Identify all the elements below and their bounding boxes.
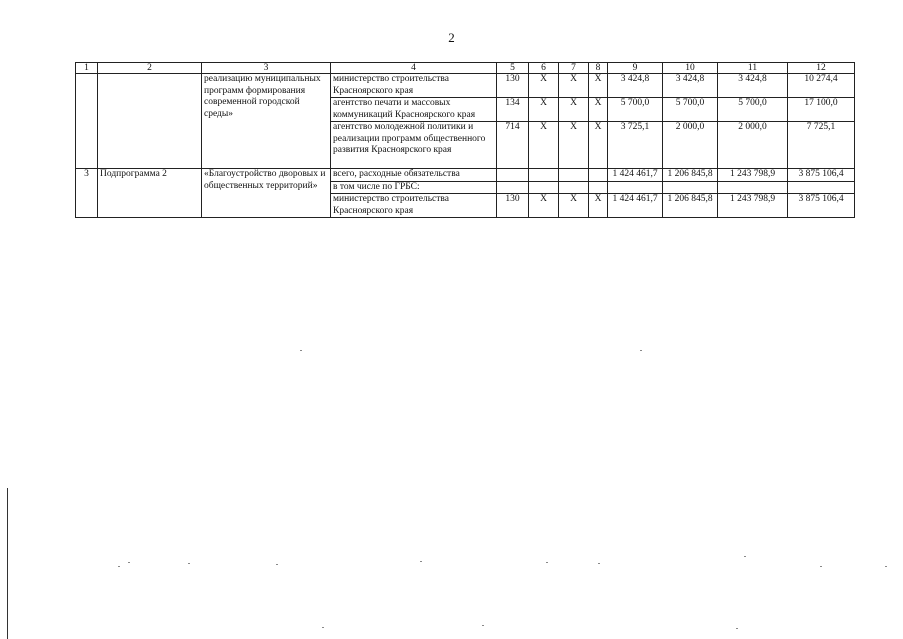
code-cell: Х: [529, 194, 559, 218]
column-header: 2: [98, 63, 202, 74]
total-cell: [788, 181, 855, 194]
grbs-name-cell: министерство строительства Красноярского края: [331, 74, 497, 98]
grbs-name-cell: всего, расходные обязательства: [331, 169, 497, 182]
code-cell: Х: [589, 74, 608, 98]
status-cell: Подпрограмма 2: [98, 169, 202, 218]
total-cell: 3 875 106,4: [788, 169, 855, 182]
column-header: 3: [202, 63, 331, 74]
amount-cell: 3 424,8: [608, 74, 663, 98]
amount-cell: 1 243 798,9: [718, 194, 788, 218]
code-cell: Х: [529, 74, 559, 98]
code-cell: Х: [559, 194, 589, 218]
grbs-code-cell: 130: [497, 194, 529, 218]
amount-cell: 3 424,8: [663, 74, 718, 98]
amount-cell: 3 725,1: [608, 122, 663, 169]
budget-table: [75, 62, 855, 218]
column-header: 9: [608, 63, 663, 74]
grbs-name-cell: министерство строительства Красноярского края: [331, 194, 497, 218]
total-cell: 3 875 106,4: [788, 194, 855, 218]
column-header: 8: [589, 63, 608, 74]
amount-cell: 5 700,0: [663, 98, 718, 122]
column-header: 7: [559, 63, 589, 74]
code-cell: Х: [559, 98, 589, 122]
code-cell: [529, 169, 559, 182]
row-number-cell: [76, 74, 98, 169]
grbs-name-cell: агентство молодежной политики и реализации программ общественного развития Красноярского края: [331, 122, 497, 169]
total-cell: 7 725,1: [788, 122, 855, 169]
program-name-cell: «Благоустройство дворовых и общественных территорий»: [202, 169, 331, 218]
grbs-code-cell: [497, 181, 529, 194]
grbs-code-cell: 130: [497, 74, 529, 98]
amount-cell: 3 424,8: [718, 74, 788, 98]
amount-cell: 1 424 461,7: [608, 194, 663, 218]
grbs-code-cell: 714: [497, 122, 529, 169]
amount-cell: [608, 181, 663, 194]
column-header: 4: [331, 63, 497, 74]
table-row: [76, 74, 855, 98]
code-cell: Х: [529, 98, 559, 122]
grbs-code-cell: 134: [497, 98, 529, 122]
grbs-name-cell: в том числе по ГРБС:: [331, 181, 497, 194]
total-cell: 17 100,0: [788, 98, 855, 122]
amount-cell: 2 000,0: [663, 122, 718, 169]
table-row: [76, 169, 855, 182]
grbs-name-cell: агентство печати и массовых коммуникаций Красноярского края: [331, 98, 497, 122]
column-header: 6: [529, 63, 559, 74]
total-cell: 10 274,4: [788, 74, 855, 98]
amount-cell: 1 206 845,8: [663, 169, 718, 182]
amount-cell: [663, 181, 718, 194]
code-cell: [559, 181, 589, 194]
column-header: 10: [663, 63, 718, 74]
status-cell: [98, 74, 202, 169]
code-cell: [589, 181, 608, 194]
amount-cell: 1 424 461,7: [608, 169, 663, 182]
code-cell: Х: [559, 122, 589, 169]
amount-cell: 1 206 845,8: [663, 194, 718, 218]
grbs-code-cell: [497, 169, 529, 182]
column-header: 11: [718, 63, 788, 74]
amount-cell: 1 243 798,9: [718, 169, 788, 182]
code-cell: [559, 169, 589, 182]
amount-cell: 5 700,0: [718, 98, 788, 122]
code-cell: Х: [589, 122, 608, 169]
column-header: 1: [76, 63, 98, 74]
code-cell: [529, 181, 559, 194]
row-number-cell: 3: [76, 169, 98, 218]
column-header: 12: [788, 63, 855, 74]
program-name-cell: реализацию муниципальных программ формирования современной городской среды»: [202, 74, 331, 169]
code-cell: Х: [529, 122, 559, 169]
amount-cell: [718, 181, 788, 194]
code-cell: Х: [589, 98, 608, 122]
column-header: 5: [497, 63, 529, 74]
scan-margin-line: [7, 488, 8, 639]
code-cell: Х: [589, 194, 608, 218]
page-number: 2: [448, 30, 455, 45]
code-cell: [589, 169, 608, 182]
amount-cell: 2 000,0: [718, 122, 788, 169]
code-cell: Х: [559, 74, 589, 98]
table-header-row: [76, 63, 855, 74]
amount-cell: 5 700,0: [608, 98, 663, 122]
